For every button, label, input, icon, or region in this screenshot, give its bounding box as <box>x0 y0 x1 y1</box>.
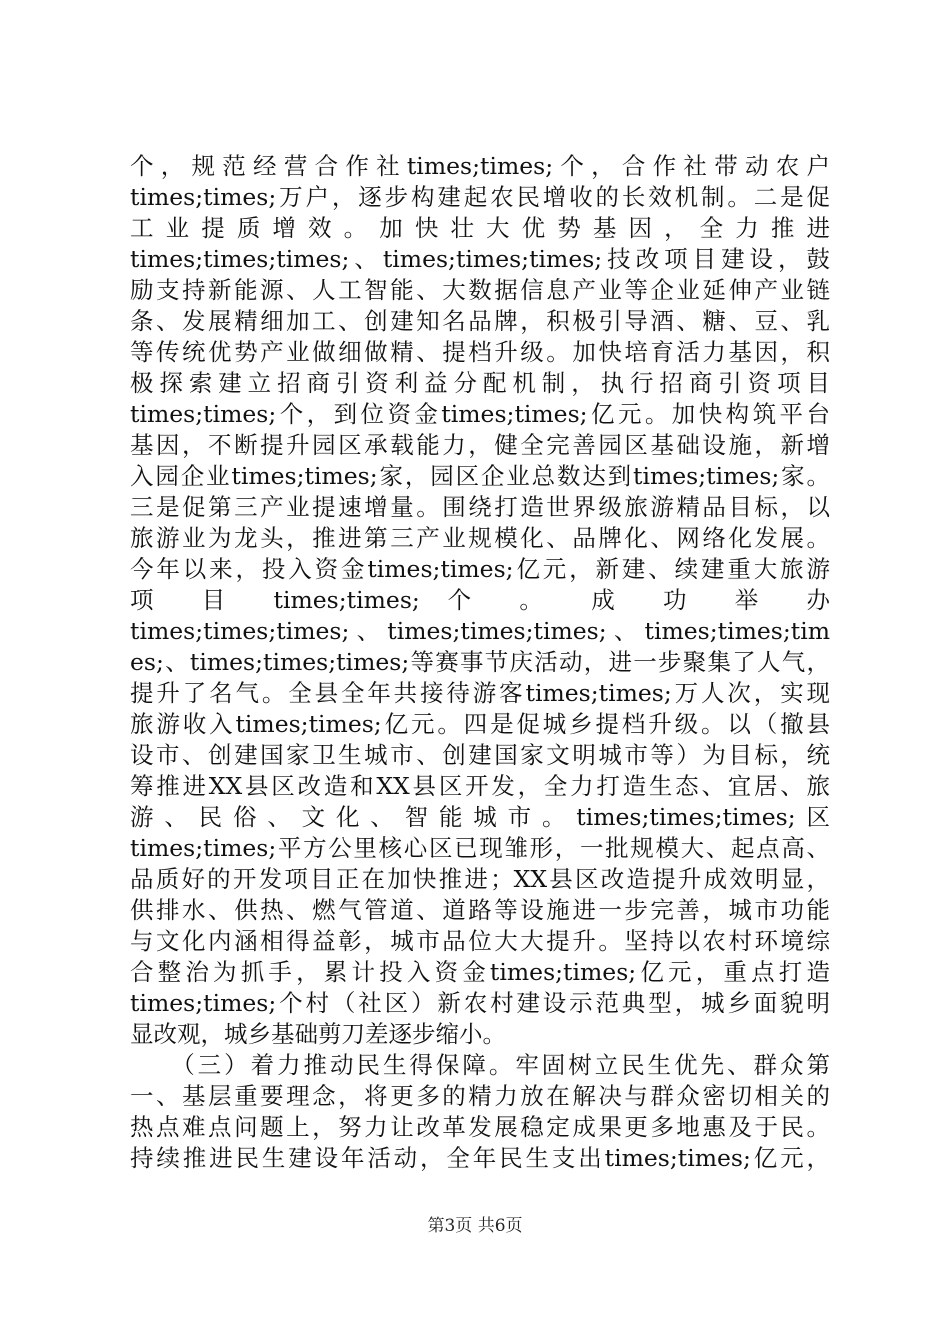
text-line: 品质好的开发项目正在加快推进；XX县区改造提升成效明显， <box>130 865 830 893</box>
text-line: 一、基层重要理念，将更多的精力放在解决与群众密切相关的 <box>130 1082 830 1110</box>
text-line: 提升了名气。全县全年共接待游客times;times;万人次，实现 <box>130 679 830 707</box>
text-line: 入园企业times;times;家，园区企业总数达到times;times;家。 <box>130 462 830 490</box>
text-line: 基因，不断提升园区承载能力，健全完善园区基础设施，新增 <box>130 431 830 459</box>
text-line: times;times;万户，逐步构建起农民增收的长效机制。二是促 <box>130 183 830 211</box>
text-line: 与文化内涵相得益彰，城市品位大大提升。坚持以农村环境综 <box>130 927 830 955</box>
text-line: 持续推进民生建设年活动，全年民生支出times;times;亿元， <box>130 1144 830 1172</box>
text-line: es;、times;times;times;等赛事节庆活动，进一步聚集了人气， <box>130 648 830 676</box>
text-line: 旅游收入times;times;亿元。四是促城乡提档升级。以（撤县 <box>130 710 830 738</box>
text-line: 旅游业为龙头，推进第三产业规模化、品牌化、网络化发展。 <box>130 524 830 552</box>
text-line: 今年以来，投入资金times;times;亿元，新建、续建重大旅游 <box>130 555 830 583</box>
text-line: 工业提质增效。加快壮大优势基因，全力推进 <box>130 214 830 242</box>
text-line: 筹推进XX县区改造和XX县区开发，全力打造生态、宜居、旅 <box>130 772 830 800</box>
text-line: times;times;times;、times;times;times;技改项目建设，鼓 <box>130 245 830 273</box>
text-line: 等传统优势产业做细做精、提档升级。加快培育活力基因，积 <box>130 338 830 366</box>
document-body <box>130 151 830 1174</box>
text-line: 合整治为抓手，累计投入资金times;times;亿元，重点打造 <box>130 958 830 986</box>
text-line: times;times;个村（社区）新农村建设示范典型，城乡面貌明 <box>130 989 830 1017</box>
page-footer: 第3页 共6页 <box>427 1216 523 1236</box>
text-line: 三是促第三产业提速增量。围绕打造世界级旅游精品目标，以 <box>130 493 830 521</box>
text-line: 热点难点问题上，努力让改革发展稳定成果更多地惠及于民。 <box>130 1113 830 1141</box>
text-line: times;times;个，到位资金times;times;亿元。加快构筑平台 <box>130 400 830 428</box>
text-line: times;times;平方公里核心区已现雏形，一批规模大、起点高、 <box>130 834 830 862</box>
text-line: times;times;times;、times;times;times;、times;times;tim <box>130 617 830 645</box>
text-line: 显改观，城乡基础剪刀差逐步缩小。 <box>130 1020 506 1048</box>
text-line: 游、民俗、文化、智能城市。times;times;times;区 <box>130 803 830 831</box>
text-line: 励支持新能源、人工智能、大数据信息产业等企业延伸产业链 <box>130 276 830 304</box>
text-line: （三）着力推动民生得保障。牢固树立民生优先、群众第 <box>130 1051 830 1079</box>
text-line: 项 目 times;times; 个 。 成 功 举 办 <box>130 586 830 614</box>
text-line: 条、发展精细加工、创建知名品牌，积极引导酒、糖、豆、乳 <box>130 307 830 335</box>
text-line: 个，规范经营合作社times;times;个，合作社带动农户 <box>130 152 830 180</box>
text-line: 设市、创建国家卫生城市、创建国家文明城市等）为目标，统 <box>130 741 830 769</box>
text-line: 供排水、供热、燃气管道、道路等设施进一步完善，城市功能 <box>130 896 830 924</box>
text-line: 极探索建立招商引资利益分配机制，执行招商引资项目 <box>130 369 830 397</box>
